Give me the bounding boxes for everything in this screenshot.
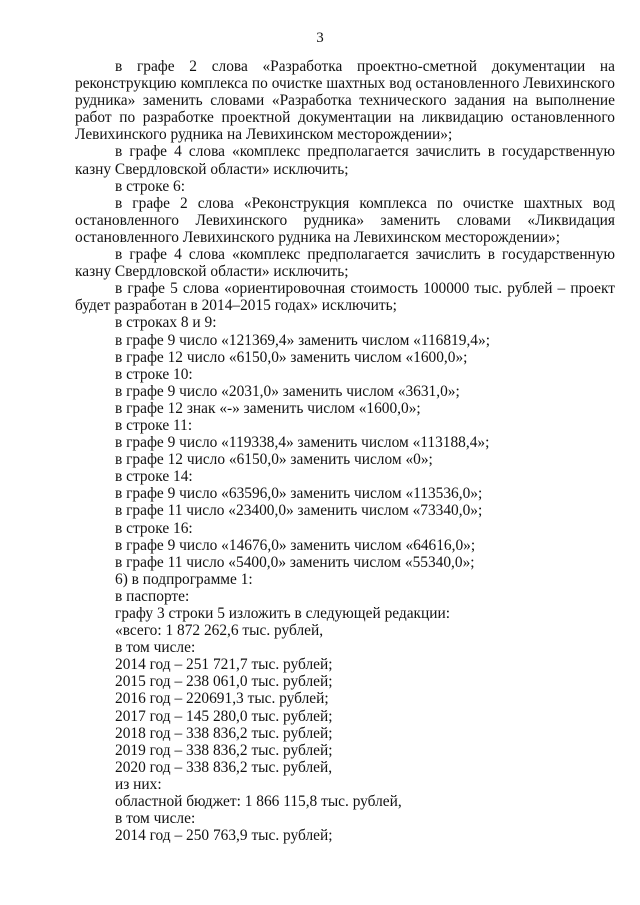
paragraph: 6) в подпрограмме 1: (115, 570, 253, 588)
paragraph: 2020 год – 338 836,2 тыс. рублей, (115, 758, 333, 776)
document-body (75, 58, 615, 844)
paragraph: в графе 11 число «23400,0» заменить числом «73340,0»; (115, 502, 483, 520)
paragraph: в строке 11: (115, 416, 193, 434)
paragraph: в паспорте: (115, 587, 190, 605)
paragraph: в графе 4 слова «комплекс предполагается зачислить в государственную казну Свердловской области» исключить; (75, 246, 615, 281)
paragraph: в строке 16: (115, 519, 193, 537)
paragraph: 2017 год – 145 280,0 тыс. рублей; (115, 707, 333, 725)
paragraph: в том числе: (115, 810, 196, 828)
paragraph: в строке 10: (115, 365, 193, 383)
paragraph: 2014 год – 250 763,9 тыс. рублей; (115, 827, 333, 845)
paragraph: 2014 год – 251 721,7 тыс. рублей; (115, 656, 333, 674)
paragraph: в графе 9 число «63596,0» заменить числом «113536,0»; (115, 485, 483, 503)
paragraph: в графе 12 число «6150,0» заменить числом «0»; (115, 451, 433, 469)
paragraph: 2018 год – 338 836,2 тыс. рублей; (115, 724, 333, 742)
paragraph: в том числе: (115, 639, 196, 657)
paragraph: в графе 12 знак «-» заменить числом «1600,0»; (115, 399, 421, 417)
paragraph: в графе 9 число «14676,0» заменить числом «64616,0»; (115, 536, 476, 554)
paragraph: в графе 9 число «121369,4» заменить числом «116819,4»; (115, 331, 490, 349)
paragraph: в графе 12 число «6150,0» заменить числом «1600,0»; (115, 348, 468, 366)
paragraph: в строках 8 и 9: (115, 314, 217, 332)
paragraph: «всего: 1 872 262,6 тыс. рублей, (115, 622, 324, 640)
paragraph: 2016 год – 220691,3 тыс. рублей; (115, 690, 329, 708)
paragraph: 2019 год – 338 836,2 тыс. рублей; (115, 741, 333, 759)
paragraph: из них: (115, 775, 162, 793)
paragraph: в строке 14: (115, 468, 193, 486)
paragraph: в графе 9 число «2031,0» заменить числом «3631,0»; (115, 382, 460, 400)
paragraph: областной бюджет: 1 866 115,8 тыс. рублей, (115, 793, 402, 811)
paragraph: в графе 2 слова «Реконструкция комплекса по очистке шахтных вод остановленного Левихинского рудника» заменить словами «Ликвидация остановленного Левихинского рудника на Левихинском месторождении»; (75, 194, 615, 246)
paragraph: в графе 9 число «119338,4» заменить числом «113188,4»; (115, 434, 490, 452)
paragraph: в графе 11 число «5400,0» заменить числом «55340,0»; (115, 553, 475, 571)
paragraph: в графе 2 слова «Разработка проектно-сметной документации на реконструкцию комплекса по очистке шахтных вод остановленного Левихинского рудника» заменить словами «Разработка технического задания на выполнение работ по разработке проектной документации на ликвидацию остановленного Левихинского рудника на Левихинском месторождении»; (75, 58, 615, 144)
page-number: 3 (316, 30, 324, 46)
paragraph: в графе 5 слова «ориентировочная стоимость 100000 тыс. рублей – проект будет разработан в 2014–2015 годах» исключить; (75, 280, 615, 315)
paragraph: графу 3 строки 5 изложить в следующей редакции: (115, 605, 451, 622)
paragraph: в графе 4 слова «комплекс предполагается зачислить в государственную казну Свердловской области» исключить; (75, 143, 615, 178)
paragraph: 2015 год – 238 061,0 тыс. рублей; (115, 673, 333, 691)
paragraph: в строке 6: (115, 177, 185, 195)
